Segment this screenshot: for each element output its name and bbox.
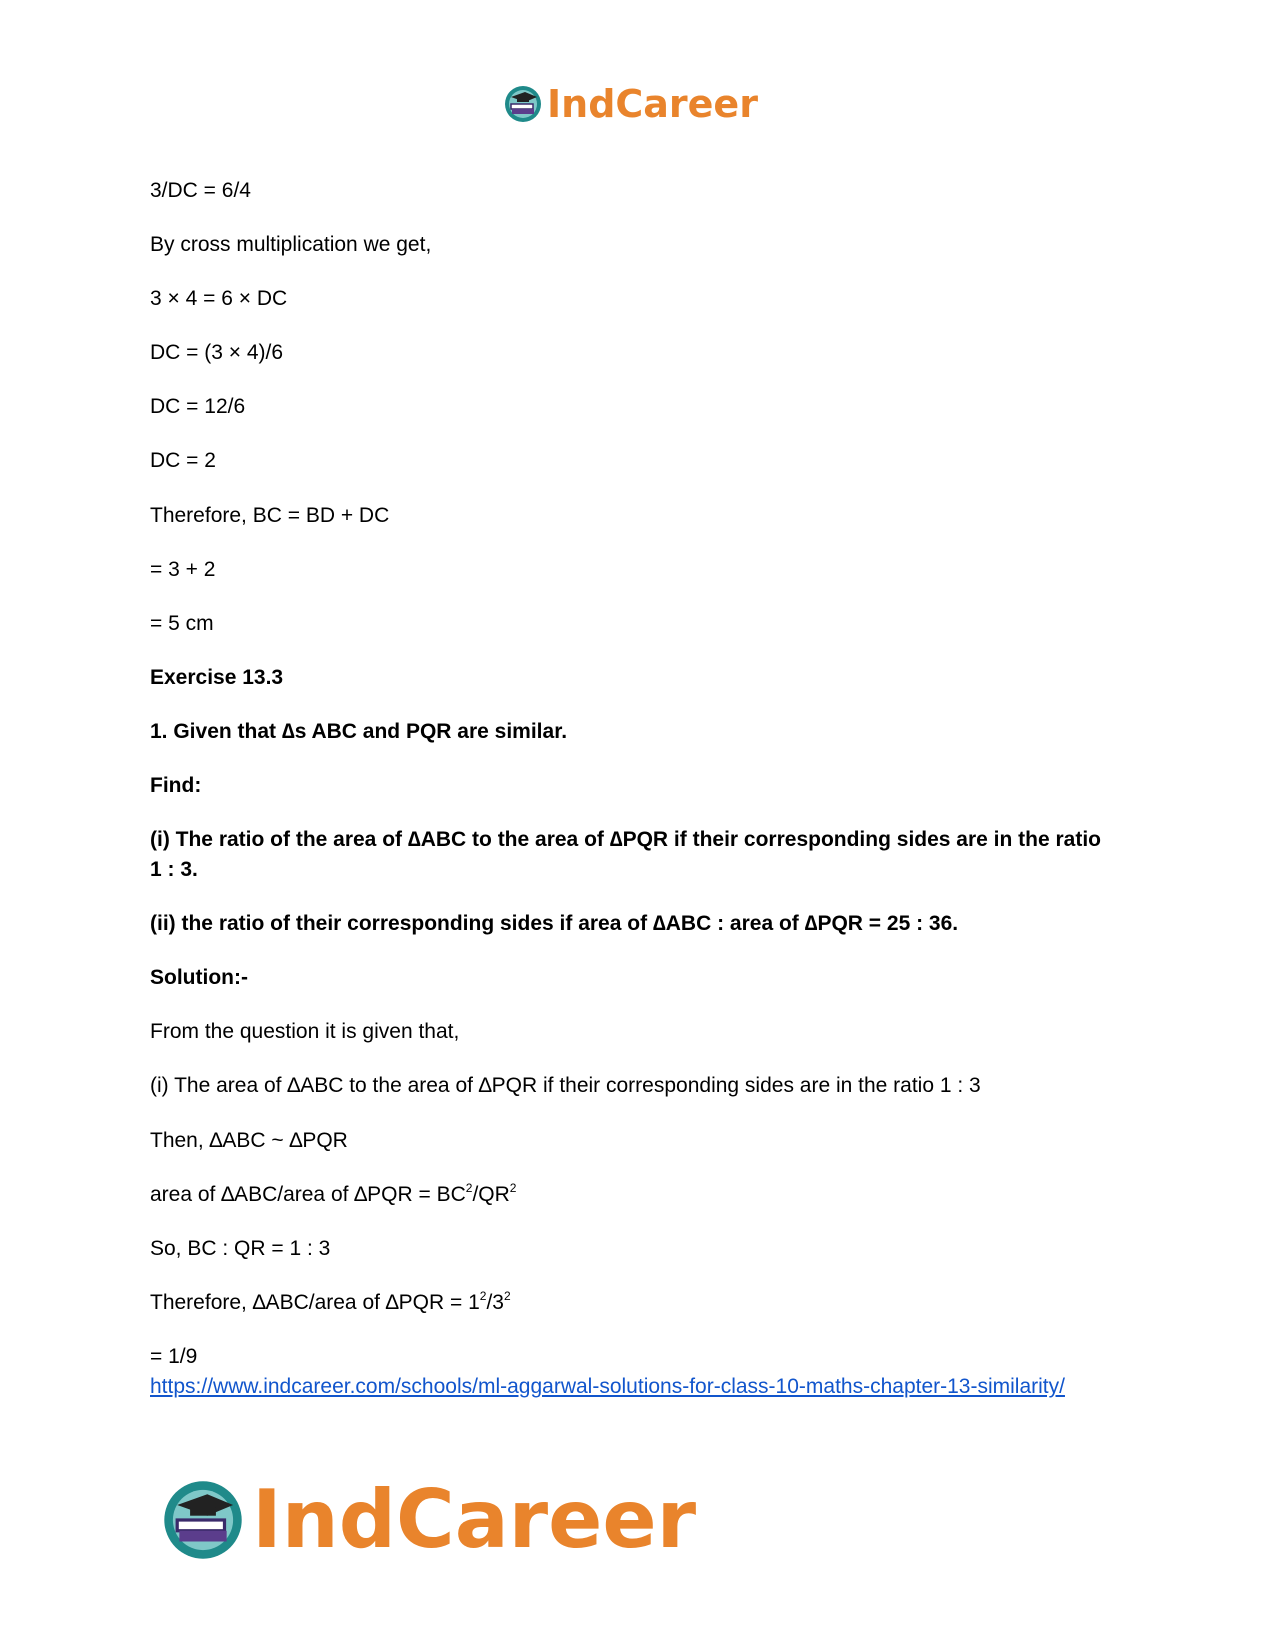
result-line: = 1/9 <box>150 1345 198 1368</box>
text-line: By cross multiplication we get, <box>150 233 432 256</box>
graduation-book-icon <box>160 1477 246 1563</box>
header-logo <box>503 80 758 128</box>
footer-logo <box>160 1470 696 1570</box>
similarity-statement: Then, ∆ABC ~ ∆PQR <box>150 1129 348 1152</box>
text-line: DC = (3 × 4)/6 <box>150 341 284 364</box>
text-line: DC = 2 <box>150 449 216 472</box>
solution-intro: From the question it is given that, <box>150 1020 460 1043</box>
text-line: 3 × 4 = 6 × DC <box>150 287 288 310</box>
area-ratio-formula: area of ∆ABC/area of $\Delta PQR = BC^2/QR^2$ <box>150 1181 517 1206</box>
text-line: = 5 cm <box>150 612 214 635</box>
source-url-link[interactable]: https://www.indcareer.com/schools/ml-aggarwal-solutions-for-class-10-maths-chapter-13-similarity/ <box>150 1375 1065 1398</box>
question-stem: 1. Given that ∆s ABC and PQR are similar. <box>150 720 568 743</box>
exercise-title: Exercise 13.3 <box>150 666 284 689</box>
question-find: Find: <box>150 774 202 797</box>
therefore-formula: Therefore, ∆ABC/area of $\Delta PQR = 1^2/3^2$ <box>150 1289 511 1314</box>
text-line: = 3 + 2 <box>150 558 216 581</box>
text-line: 3/DC = 6/4 <box>150 179 251 202</box>
text-line: DC = 12/6 <box>150 395 246 418</box>
question-part-ii: (ii) the ratio of their corresponding sides if area of ∆ABC : area of ∆PQR = 25 : 36. <box>150 912 959 935</box>
side-ratio: So, BC : QR = 1 : 3 <box>150 1237 331 1260</box>
brand-wordmark: IndCareer <box>252 1473 697 1566</box>
text-line: Therefore, BC = BD + DC <box>150 504 390 527</box>
solution-line-i: (i) The area of ∆ABC to the area of ∆PQR if their corresponding sides are in the ratio 1 : 3 <box>150 1074 981 1097</box>
graduation-book-icon <box>503 84 543 124</box>
question-part-i: (i) The ratio of the area of ∆ABC to the area of ∆PQR if their corresponding sides are in the ratio 1 : 3. <box>150 828 1101 881</box>
brand-wordmark: IndCareer <box>547 82 758 126</box>
solution-heading: Solution:- <box>150 966 248 989</box>
